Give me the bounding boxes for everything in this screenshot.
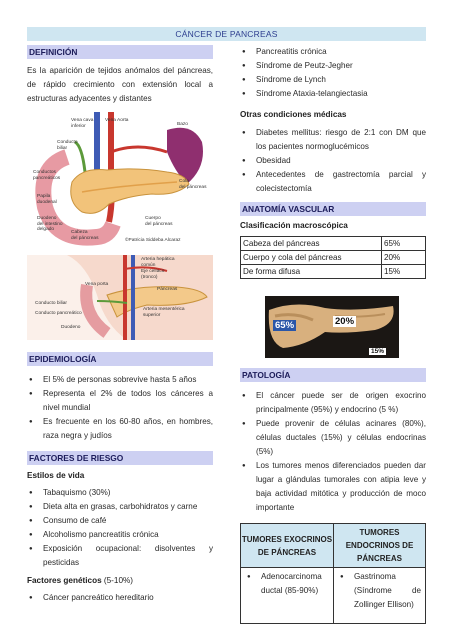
list-item: ● Representa el 2% de todos los cánceres a nivel mundial bbox=[27, 387, 213, 415]
subheading-clasificacion: Clasificación macroscópica bbox=[240, 221, 348, 230]
list-item: ● Alcoholismo pancreatitis crónica bbox=[27, 528, 213, 542]
section-heading-anatomia: ANATOMÍA VASCULAR bbox=[240, 202, 426, 216]
table-cell bbox=[241, 568, 334, 624]
table-header-exocrinos: TUMORES EXOCRINOS DE PÁNCREAS bbox=[241, 524, 334, 568]
table-row bbox=[241, 237, 426, 251]
label-vena-aorta: Vena Aorta bbox=[105, 118, 129, 123]
label-arteria-mesenterica: Arteria mesentérica superior bbox=[143, 307, 185, 318]
label-cuerpo: Cuerpo del páncreas bbox=[145, 216, 173, 227]
photo-label-65: 65% bbox=[275, 320, 295, 331]
list-item: ● Adenocarcinoma ductal (85-90%) bbox=[245, 570, 329, 598]
epidemiologia-list bbox=[27, 373, 213, 443]
list-item: ● Obesidad bbox=[240, 154, 426, 168]
label-vena-cava: Vena cava inferior bbox=[71, 118, 94, 129]
subheading-estilos: Estilos de vida bbox=[27, 471, 85, 480]
list-item: ● Exposición ocupacional: disolventes y pesticidas bbox=[27, 542, 213, 570]
table-cell: 15% bbox=[382, 265, 426, 279]
label-papila: Papila duodenal bbox=[37, 194, 57, 205]
label-duodeno: Duodeno del intestino delgado bbox=[37, 216, 63, 232]
table-cell: 65% bbox=[382, 237, 426, 251]
list-item: ● Antecedentes de gastrectomía parcial y colecistectomía bbox=[240, 168, 426, 196]
label-duodeno-2: Duodeno bbox=[61, 325, 81, 330]
endocrinos-list bbox=[338, 570, 421, 612]
table-header-endocrinos: TUMORES ENDOCRINOS DE PÁNCREAS bbox=[334, 524, 426, 568]
section-heading-patologia: PATOLOGÍA bbox=[240, 368, 426, 382]
pancreas-anatomy-illustration bbox=[27, 112, 213, 250]
label-eje-celiaco: Eje celíaco (tronco) bbox=[141, 269, 165, 280]
label-conducto-biliar-2: Conducto biliar bbox=[35, 301, 67, 306]
table-header-row bbox=[241, 524, 426, 568]
list-item: ● Síndrome de Lynch bbox=[240, 73, 426, 87]
subheading-otras: Otras condiciones médicas bbox=[240, 110, 347, 119]
definicion-text: Es la aparición de tejidos anómalos del páncreas, de rápido crecimiento con extensión local a estructuras adyacentes y distantes bbox=[27, 66, 213, 103]
list-item: ● Los tumores menos diferenciados pueden dar lugar a glándulas tumorales con atipia leve y baja actividad mitótica y producción de moco importante bbox=[240, 459, 426, 515]
left-column bbox=[27, 45, 213, 106]
tumores-table bbox=[240, 523, 426, 624]
left-column-lower bbox=[27, 352, 213, 605]
label-conducto-pancreatico: Conducto pancreático bbox=[35, 311, 82, 316]
table-row bbox=[241, 251, 426, 265]
clasificacion-table bbox=[240, 236, 426, 279]
subheading-geneticos: Factores genéticos bbox=[27, 576, 102, 585]
list-item: ● Dieta alta en grasas, carbohidratos y carne bbox=[27, 500, 213, 514]
list-item: ● Pancreatitis crónica bbox=[240, 45, 426, 59]
section-heading-definicion: DEFINICIÓN bbox=[27, 45, 213, 59]
list-item: ● Gastrinoma (Síndrome de Zollinger Ellison) bbox=[338, 570, 421, 612]
pancreas-vascular-illustration bbox=[27, 255, 213, 340]
list-item: ● El 5% de personas sobrevive hasta 5 años bbox=[27, 373, 213, 387]
pancreas-vascular-drawing bbox=[27, 255, 213, 340]
image-credit: ©Patricia Siddeba Alcaraz bbox=[125, 238, 181, 243]
table-cell: Cabeza del páncreas bbox=[241, 237, 382, 251]
list-item: ● Cáncer pancreático hereditario bbox=[27, 591, 213, 605]
label-bazo: Bazo bbox=[177, 122, 188, 127]
label-arteria-hepatica: Arteria hepática común bbox=[141, 257, 175, 268]
table-cell: De forma difusa bbox=[241, 265, 382, 279]
list-item: ● Es frecuente en los 60-80 años, en hombres, raza negra y judíos bbox=[27, 415, 213, 443]
label-conductos-pancreaticos: Conductos pancreáticos bbox=[33, 170, 61, 181]
photo-label-20: 20% bbox=[335, 316, 355, 327]
list-item: ● Síndrome Ataxia-telangiectasia bbox=[240, 87, 426, 101]
section-heading-epidemiologia: EPIDEMIOLOGÍA bbox=[27, 352, 213, 366]
table-cell bbox=[334, 568, 426, 624]
label-cabeza: Cabeza del páncreas bbox=[71, 230, 99, 241]
list-item: ● El cáncer puede ser de origen exocrino principalmente (95%) y endocrino (5 %) bbox=[240, 389, 426, 417]
pancreas-specimen-photo bbox=[265, 296, 399, 358]
right-column bbox=[240, 45, 426, 279]
geneticos-percentage: (5-10%) bbox=[101, 576, 134, 585]
list-item: ● Puede provenir de células acinares (80%), células ductales (15%) y células endocrinas (5%) bbox=[240, 417, 426, 459]
table-row bbox=[241, 568, 426, 624]
geneticos-list-left bbox=[27, 591, 213, 605]
photo-label-15: 15% bbox=[371, 348, 385, 355]
estilos-list bbox=[27, 486, 213, 570]
label-cola: Cola del páncreas bbox=[179, 179, 207, 190]
patologia-list bbox=[240, 389, 426, 515]
list-item: ● Síndrome de Peutz-Jegher bbox=[240, 59, 426, 73]
list-item: ● Consumo de café bbox=[27, 514, 213, 528]
otras-list bbox=[240, 126, 426, 196]
geneticos-list-right bbox=[240, 45, 426, 101]
page-title: CÁNCER DE PANCREAS bbox=[27, 27, 426, 41]
table-row bbox=[241, 265, 426, 279]
right-column-lower bbox=[240, 368, 426, 624]
label-vena-porta: Vena porta bbox=[85, 282, 109, 287]
label-pancreas: Páncreas bbox=[157, 287, 178, 292]
exocrinos-list bbox=[245, 570, 329, 598]
table-cell: Cuerpo y cola del páncreas bbox=[241, 251, 382, 265]
list-item: ● Tabaquismo (30%) bbox=[27, 486, 213, 500]
table-cell: 20% bbox=[382, 251, 426, 265]
section-heading-factores: FACTORES DE RIESGO bbox=[27, 451, 213, 465]
geneticos-heading-line bbox=[27, 576, 213, 585]
list-item: ● Diabetes mellitus: riesgo de 2:1 con DM que los pacientes normoglucémicos bbox=[240, 126, 426, 154]
label-conducto-biliar: Conducto biliar bbox=[57, 140, 78, 151]
